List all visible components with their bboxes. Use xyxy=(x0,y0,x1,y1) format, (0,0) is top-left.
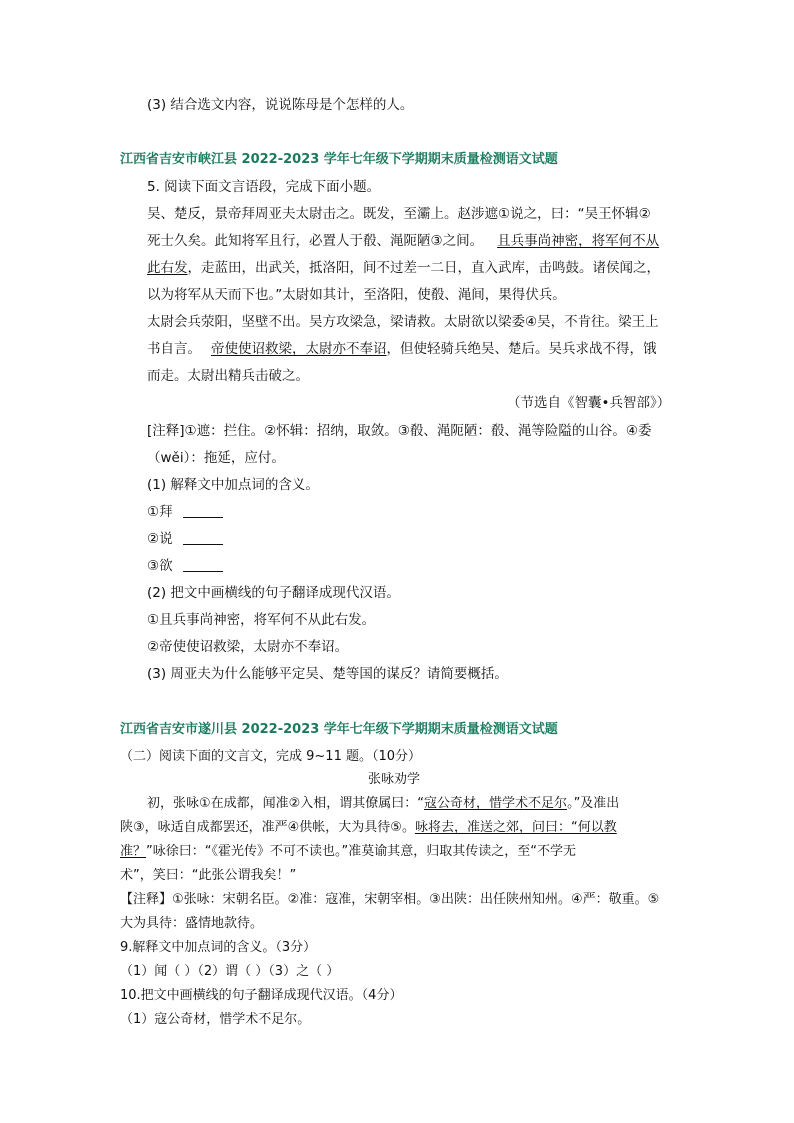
passage-line xyxy=(147,259,660,277)
translate-sentence-2: ②帝使使诏救梁，太尉亦不奉诏。 xyxy=(147,639,349,655)
passage-line: 而走。太尉出精兵击破之。 xyxy=(147,368,309,384)
translate-sentence-1: ①且兵事尚神密，将军何不从此右发。 xyxy=(147,612,376,628)
passage-line xyxy=(120,843,576,860)
section-heading-xiajiang: 江西省吉安市峡江县 2022-2023 学年七年级下学期期末质量检测语文试题 xyxy=(120,152,558,167)
passage-text: 。”及准出 xyxy=(567,796,620,811)
passage-text: 初，张咏①在成都，闻准②入相，谓其僚属曰：“ xyxy=(147,796,425,811)
source-citation: （节选自《智囊•兵智部》） xyxy=(507,395,671,411)
underlined-sentence: 准？ xyxy=(120,844,147,859)
subquestion-2: (2) 把文中画横线的句子翻译成现代汉语。 xyxy=(147,585,400,601)
question-9: 9.解释文中加点词的含义。（3分） xyxy=(120,940,317,955)
notes-line: （wěi）：拖延，应付。 xyxy=(147,450,285,466)
word-item xyxy=(147,557,223,575)
question-5-prompt: 5. 阅读下面文言语段，完成下面小题。 xyxy=(147,179,381,195)
passage-title: 张咏劝学 xyxy=(368,772,421,787)
passage-line: 术”，笑曰：“此张公谓我矣！” xyxy=(120,868,297,883)
question-9-items: （1）闻（ ）（2）谓（ ）（3）之（ ） xyxy=(120,964,340,979)
answer-blank[interactable] xyxy=(183,517,223,518)
passage-line xyxy=(147,795,619,812)
notes-line: 【注释】①张咏：宋朝名臣。②准：寇准，宋朝宰相。③出陕：出任陕州知州。④严：敬重。⑤ xyxy=(120,892,660,907)
passage-text: ，走蓝田，出武关，抵洛阳，间不过差一二日，直入武库，击鸣鼓。诸侯闻之， xyxy=(187,260,660,276)
word-item xyxy=(147,530,223,548)
underlined-sentence: 此右发 xyxy=(147,260,188,276)
notes-line: 大为具待：盛情地款待。 xyxy=(120,916,264,931)
passage-text: 陕③，咏适自成都罢还，准严④供帐，大为具待⑤。 xyxy=(120,820,415,835)
underlined-sentence: 寇公奇材，惜学术不足尔 xyxy=(424,796,568,811)
question-10-sentence-1: （1）寇公奇材，惜学术不足尔。 xyxy=(120,1012,311,1027)
notes-line: [注释]①遮：拦住。②怀辑：招纳，取敛。③殽、渑阨陋：殽、渑等险隘的山谷。④委 xyxy=(147,423,652,439)
answer-blank[interactable] xyxy=(183,571,223,572)
word-item xyxy=(147,503,223,521)
passage-text: ，但使轻骑兵绝吴、楚后。吴兵求战不得，饿 xyxy=(386,341,657,357)
passage-line: 太尉会兵荥阳，坚壁不出。吴方攻梁急，梁请救。太尉欲以梁委④吴，不肯往。梁王上 xyxy=(147,314,659,330)
word-label: ②说 xyxy=(147,531,173,547)
underlined-sentence: 且兵事尚神密，将军何不从 xyxy=(497,233,660,249)
question-10: 10.把文中画横线的句子翻译成现代汉语。（4分） xyxy=(120,988,403,1003)
passage-line xyxy=(147,340,657,358)
underlined-sentence: 帝使使诏救梁，太尉亦不奉诏 xyxy=(211,341,387,357)
underlined-sentence: 咏将去，准送之郊，问曰：“何以教 xyxy=(414,820,617,835)
passage-line xyxy=(147,232,659,250)
subquestion-1: (1) 解释文中加点词的含义。 xyxy=(147,477,319,493)
passage-line xyxy=(120,819,617,836)
passage-text: ”咏徐曰：“《霍光传》不可不读也。”准莫谕其意，归取其传读之，至“不学无 xyxy=(146,844,576,859)
subquestion-3: (3) 周亚夫为什么能够平定吴、楚等国的谋反？请简要概括。 xyxy=(147,666,508,682)
passage-text: 死士久矣。此知将军且行，必置人于殽、渑阨陋③之间。 xyxy=(147,233,484,249)
passage-text: 书自言。 xyxy=(147,341,201,357)
section-intro: （二）阅读下面的文言文，完成 9~11 题。（10分） xyxy=(120,749,422,764)
question-chenmu: (3) 结合选文内容，说说陈母是个怎样的人。 xyxy=(147,97,414,113)
section-heading-suichuan: 江西省吉安市遂川县 2022-2023 学年七年级下学期期末质量检测语文试题 xyxy=(120,722,558,737)
word-label: ①拜 xyxy=(147,504,173,520)
passage-line: 以为将军从天而下也。”太尉如其计，至洛阳，使殽、渑间，果得伏兵。 xyxy=(147,287,566,303)
passage-line: 吴、楚反，景帝拜周亚夫太尉击之。既发，至灞上。赵涉遮①说之，曰：“吴王怀辑② xyxy=(147,206,651,222)
answer-blank[interactable] xyxy=(183,544,223,545)
word-label: ③欲 xyxy=(147,558,173,574)
